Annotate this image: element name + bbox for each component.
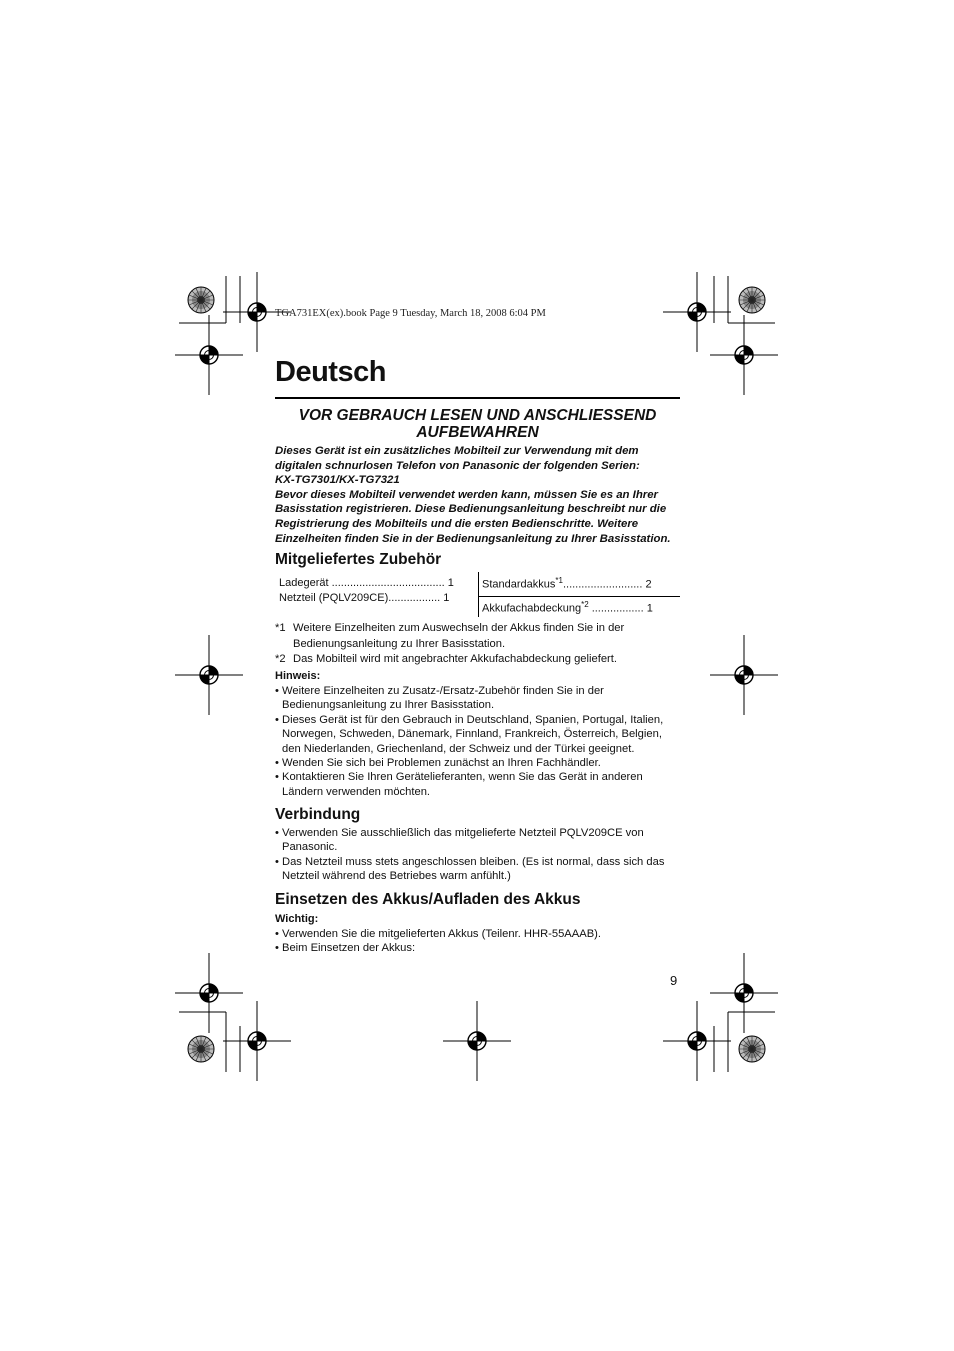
table-divider-horizontal	[478, 596, 680, 597]
verbindung-list	[275, 826, 685, 884]
verbindung-heading: Verbindung	[275, 806, 361, 823]
accessories-left-column	[279, 576, 454, 605]
intro-paragraph	[275, 444, 695, 546]
table-divider-vertical	[478, 572, 479, 617]
wichtig-label: Wichtig:	[275, 913, 319, 925]
footnote: *1 Weitere Einzelheiten zum Auswechseln der Akkus finden Sie in der Bedienungsanleitung zu Ihrer Basisstation.	[275, 622, 625, 650]
accessory-item: Standardakkus$^{*1}$.......................... 2	[482, 576, 652, 591]
intro-line: Registrierung des Mobilteils und die ersten Bedienschritte. Weitere	[275, 517, 639, 530]
list-item: • Dieses Gerät ist für den Gebrauch in Deutschland, Spanien, Portugal, Italien, Norwegen, Schweden, Dänemark, Finnland, Frankreich, Österreich, Belgien, den Niederlanden, Griechenland, der Schweiz und der Türkei geeignet.	[275, 713, 685, 756]
intro-line: digitalen schnurlosen Telefon von Panasonic der folgenden Serien:	[275, 459, 640, 472]
intro-line: Basisstation registrieren. Diese Bedienungsanleitung beschreibt nur die	[275, 503, 667, 516]
footnote: *2 Das Mobilteil wird mit angebrachter Akkufachabdeckung geliefert.	[275, 653, 617, 665]
page-title: Deutsch	[275, 356, 386, 388]
print-header-note: TGA731EX(ex).book Page 9 Tuesday, March 18, 2008 6:04 PM	[275, 308, 546, 319]
accessory-item: Akkufachabdeckung$^{*2}$ ................. 1	[482, 600, 653, 615]
page-number: 9	[670, 973, 678, 988]
intro-line: Dieses Gerät ist ein zusätzliches Mobilteil zur Verwendung mit dem	[275, 445, 639, 457]
intro-line: Bevor dieses Mobilteil verwendet werden kann, müssen Sie es an Ihrer	[275, 488, 658, 501]
accessory-item: Ladegerät ..................................... 1	[279, 577, 454, 589]
intro-line: Einzelheiten finden Sie in der Bedienungsanleitung zu Ihrer Basisstation.	[275, 532, 671, 545]
accessories-table	[275, 572, 680, 617]
hinweis-label: Hinweis:	[275, 670, 321, 682]
akkus-list	[275, 927, 685, 956]
list-item: • Verwenden Sie ausschließlich das mitgelieferte Netzteil PQLV209CE von Panasonic.	[275, 826, 685, 855]
akkus-heading: Einsetzen des Akkus/Aufladen des Akkus	[275, 891, 581, 908]
accessories-heading: Mitgeliefertes Zubehör	[275, 551, 442, 568]
hinweis-list	[275, 684, 685, 799]
intro-line: KX-TG7301/KX-TG7321	[275, 474, 400, 487]
list-item: • Verwenden Sie die mitgelieferten Akkus (Teilenr. HHR-55AAAB).	[275, 927, 685, 941]
warning-heading: VOR GEBRAUCH LESEN UND ANSCHLIESSEND AUFBEWAHREN	[298, 407, 657, 441]
accessory-item: Netzteil (PQLV209CE)................. 1	[279, 591, 450, 604]
title-rule	[275, 397, 680, 399]
list-item: • Wenden Sie sich bei Problemen zunächst an Ihren Fachhändler.	[275, 756, 685, 770]
list-item: • Kontaktieren Sie Ihren Gerätelieferanten, wenn Sie das Gerät in anderen Ländern verwenden möchten.	[275, 770, 685, 799]
list-item: • Beim Einsetzen der Akkus:	[275, 941, 685, 955]
list-item: • Weitere Einzelheiten zu Zusatz-/Ersatz-Zubehör finden Sie in der Bedienungsanleitung zu Ihrer Basisstation.	[275, 684, 685, 713]
list-item: • Das Netzteil muss stets angeschlossen bleiben. (Es ist normal, dass sich das Netzteil während des Betriebes warm anfühlt.)	[275, 855, 685, 884]
